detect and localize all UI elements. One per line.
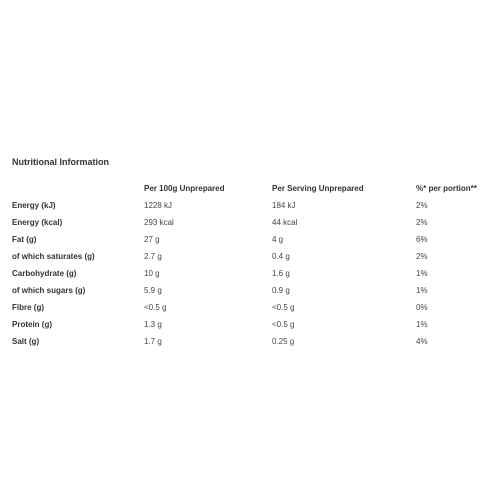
- per-100g-value: 27 g: [144, 235, 160, 244]
- per-100g-value: 5.9 g: [144, 286, 162, 295]
- per-serving-value: 1.6 g: [272, 269, 290, 278]
- nutrition-row: [12, 197, 488, 214]
- nutrition-row: [12, 265, 488, 282]
- per-serving-value: 4 g: [272, 235, 284, 244]
- nutrient-label: Energy (kcal): [12, 218, 63, 227]
- nutrition-table: [12, 180, 488, 350]
- nutrient-label: Salt (g): [12, 337, 40, 346]
- header-percent-per-portion: %* per portion**: [416, 184, 477, 193]
- nutrition-row: [12, 282, 488, 299]
- percent-value: 2%: [416, 218, 428, 227]
- nutrition-row: [12, 333, 488, 350]
- per-100g-value: 1228 kJ: [144, 201, 173, 210]
- percent-value: 4%: [416, 337, 428, 346]
- percent-value: 1%: [416, 269, 428, 278]
- nutrient-label: of which saturates (g): [12, 252, 95, 261]
- per-serving-value: <0.5 g: [272, 320, 295, 329]
- per-100g-value: 2.7 g: [144, 252, 162, 261]
- percent-value: 1%: [416, 286, 428, 295]
- per-100g-value: 1.7 g: [144, 337, 162, 346]
- percent-value: 2%: [416, 252, 428, 261]
- nutrition-row: [12, 231, 488, 248]
- header-per-serving: Per Serving Unprepared: [272, 184, 364, 193]
- nutrition-row: [12, 214, 488, 231]
- nutrient-label: Fibre (g): [12, 303, 44, 312]
- nutrition-row: [12, 299, 488, 316]
- nutrient-label: Protein (g): [12, 320, 52, 329]
- header-nutrient: [12, 180, 144, 197]
- per-100g-value: 10 g: [144, 269, 160, 278]
- per-serving-value: 44 kcal: [272, 218, 298, 227]
- per-serving-value: 184 kJ: [272, 201, 296, 210]
- nutrition-table-body: [12, 197, 488, 350]
- per-serving-value: 0.4 g: [272, 252, 290, 261]
- nutrient-label: Energy (kJ): [12, 201, 56, 210]
- percent-value: 6%: [416, 235, 428, 244]
- per-100g-value: 293 kcal: [144, 218, 174, 227]
- nutrition-heading: Nutritional Information: [12, 157, 109, 167]
- percent-value: 1%: [416, 320, 428, 329]
- nutrient-label: of which sugars (g): [12, 286, 86, 295]
- percent-value: 0%: [416, 303, 428, 312]
- percent-value: 2%: [416, 201, 428, 210]
- nutrition-row: [12, 316, 488, 333]
- header-per-100g: Per 100g Unprepared: [144, 184, 225, 193]
- nutrition-row: [12, 248, 488, 265]
- per-100g-value: <0.5 g: [144, 303, 167, 312]
- nutrient-label: Fat (g): [12, 235, 37, 244]
- header-row: [12, 180, 488, 197]
- per-serving-value: 0.25 g: [272, 337, 295, 346]
- per-serving-value: <0.5 g: [272, 303, 295, 312]
- per-serving-value: 0.9 g: [272, 286, 290, 295]
- nutrition-table-header: [12, 180, 488, 197]
- nutrient-label: Carbohydrate (g): [12, 269, 77, 278]
- per-100g-value: 1.3 g: [144, 320, 162, 329]
- nutrition-panel: [12, 156, 488, 350]
